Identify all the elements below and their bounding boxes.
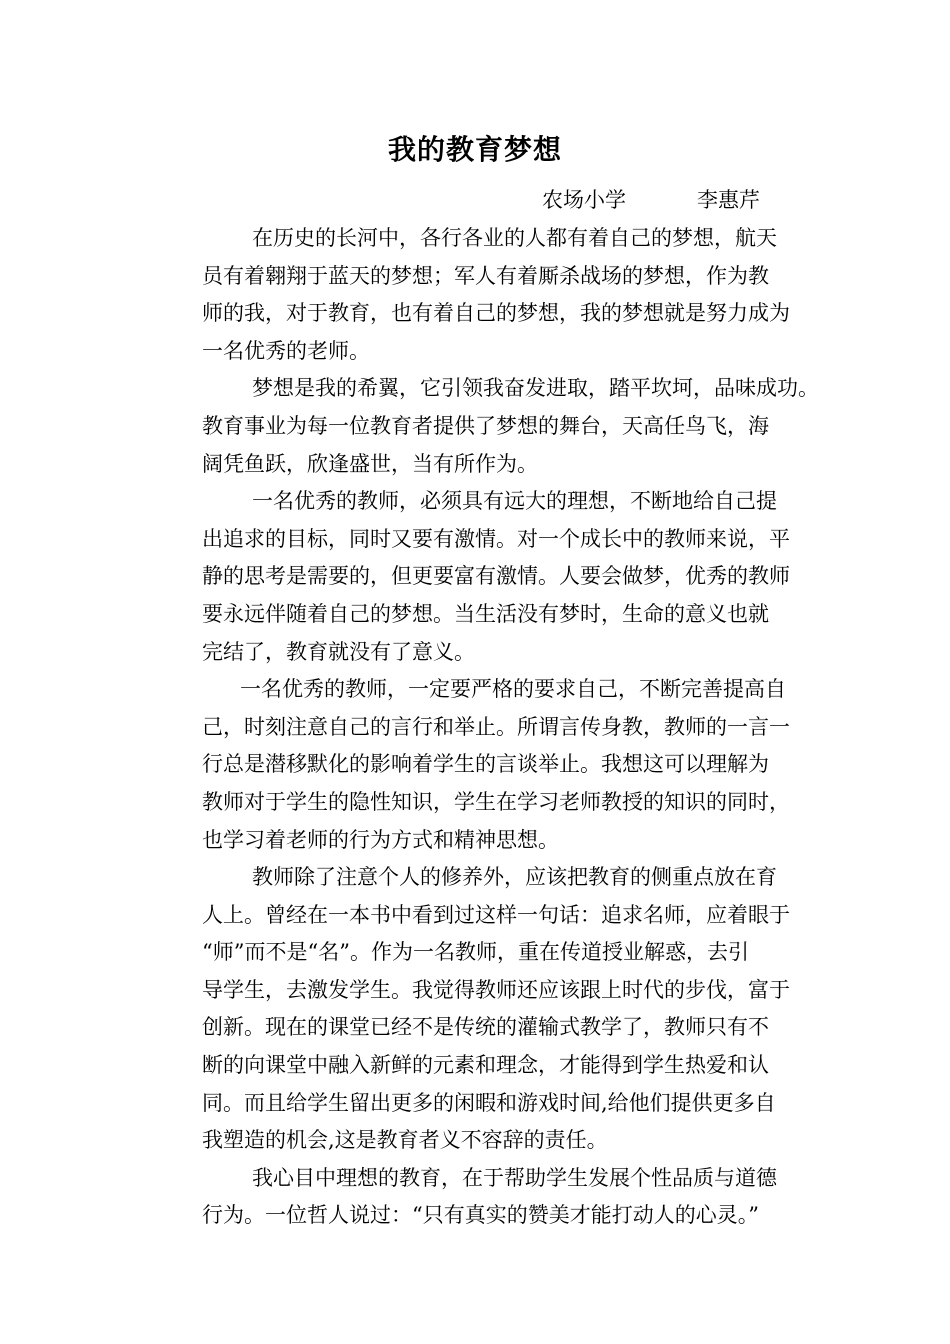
- text-line: 行总是潜移默化的影响着学生的言谈举止。我想这可以理解为: [202, 752, 769, 777]
- author-name: 李惠芹: [697, 188, 760, 212]
- text-line: 一名优秀的老师。: [202, 338, 370, 363]
- text-line: 行为。一位哲人说过：“只有真实的赞美才能打动人的心灵。”: [202, 1203, 759, 1228]
- text-line: 一名优秀的教师，必须具有远大的理想，不断地给自己提: [252, 489, 777, 514]
- text-line: 完结了，教育就没有了意义。: [202, 639, 475, 664]
- text-line: 也学习着老师的行为方式和精神思想。: [202, 827, 559, 852]
- text-line: 同。而且给学生留出更多的闲暇和游戏时间,给他们提供更多自: [202, 1090, 776, 1115]
- text-line: 人上。曾经在一本书中看到过这样一句话：追求名师，应着眼于: [202, 902, 790, 927]
- text-line: 教育事业为每一位教育者提供了梦想的舞台，天高任鸟飞，海: [202, 413, 769, 438]
- text-line: 导学生，去激发学生。我觉得教师还应该跟上时代的步伐，富于: [202, 977, 790, 1002]
- text-line: 一名优秀的教师，一定要严格的要求自己，不断完善提高自: [240, 677, 786, 702]
- text-line: “师”而不是“名”。作为一名教师，重在传道授业解惑，去引: [202, 940, 749, 965]
- text-line: 阔凭鱼跃，欣逢盛世，当有所作为。: [202, 451, 538, 476]
- text-line: 师的我，对于教育，也有着自己的梦想，我的梦想就是努力成为: [202, 301, 790, 326]
- document-title: 我的教育梦想: [387, 133, 562, 166]
- text-line: 创新。现在的课堂已经不是传统的灌输式教学了，教师只有不: [202, 1015, 769, 1040]
- text-line: 断的向课堂中融入新鲜的元素和理念，才能得到学生热爱和认: [202, 1053, 769, 1078]
- text-line: 要永远伴随着自己的梦想。当生活没有梦时，生命的意义也就: [202, 601, 769, 626]
- text-line: 己，时刻注意自己的言行和举止。所谓言传身教，教师的一言一: [202, 714, 790, 739]
- text-line: 员有着翱翔于蓝天的梦想；军人有着厮杀战场的梦想，作为教: [202, 263, 769, 288]
- text-line: 我塑造的机会,这是教育者义不容辞的责任。: [202, 1128, 608, 1153]
- text-line: 我心目中理想的教育，在于帮助学生发展个性品质与道德: [252, 1165, 777, 1190]
- essay-body: [202, 220, 819, 1235]
- text-line: 梦想是我的希翼，它引领我奋发进取，踏平坎坷，品味成功。: [252, 376, 819, 401]
- text-line: 教师除了注意个人的修养外，应该把教育的侧重点放在育: [252, 865, 777, 890]
- text-line: 在历史的长河中，各行各业的人都有着自己的梦想，航天: [252, 226, 777, 250]
- text-line: 教师对于学生的隐性知识，学生在学习老师教授的知识的同时，: [202, 789, 790, 814]
- text-line: 静的思考是需要的，但更要富有激情。人要会做梦，优秀的教师: [202, 564, 790, 589]
- text-line: 出追求的目标，同时又要有激情。对一个成长中的教师来说，平: [202, 526, 790, 551]
- school-name: 农场小学: [542, 188, 626, 212]
